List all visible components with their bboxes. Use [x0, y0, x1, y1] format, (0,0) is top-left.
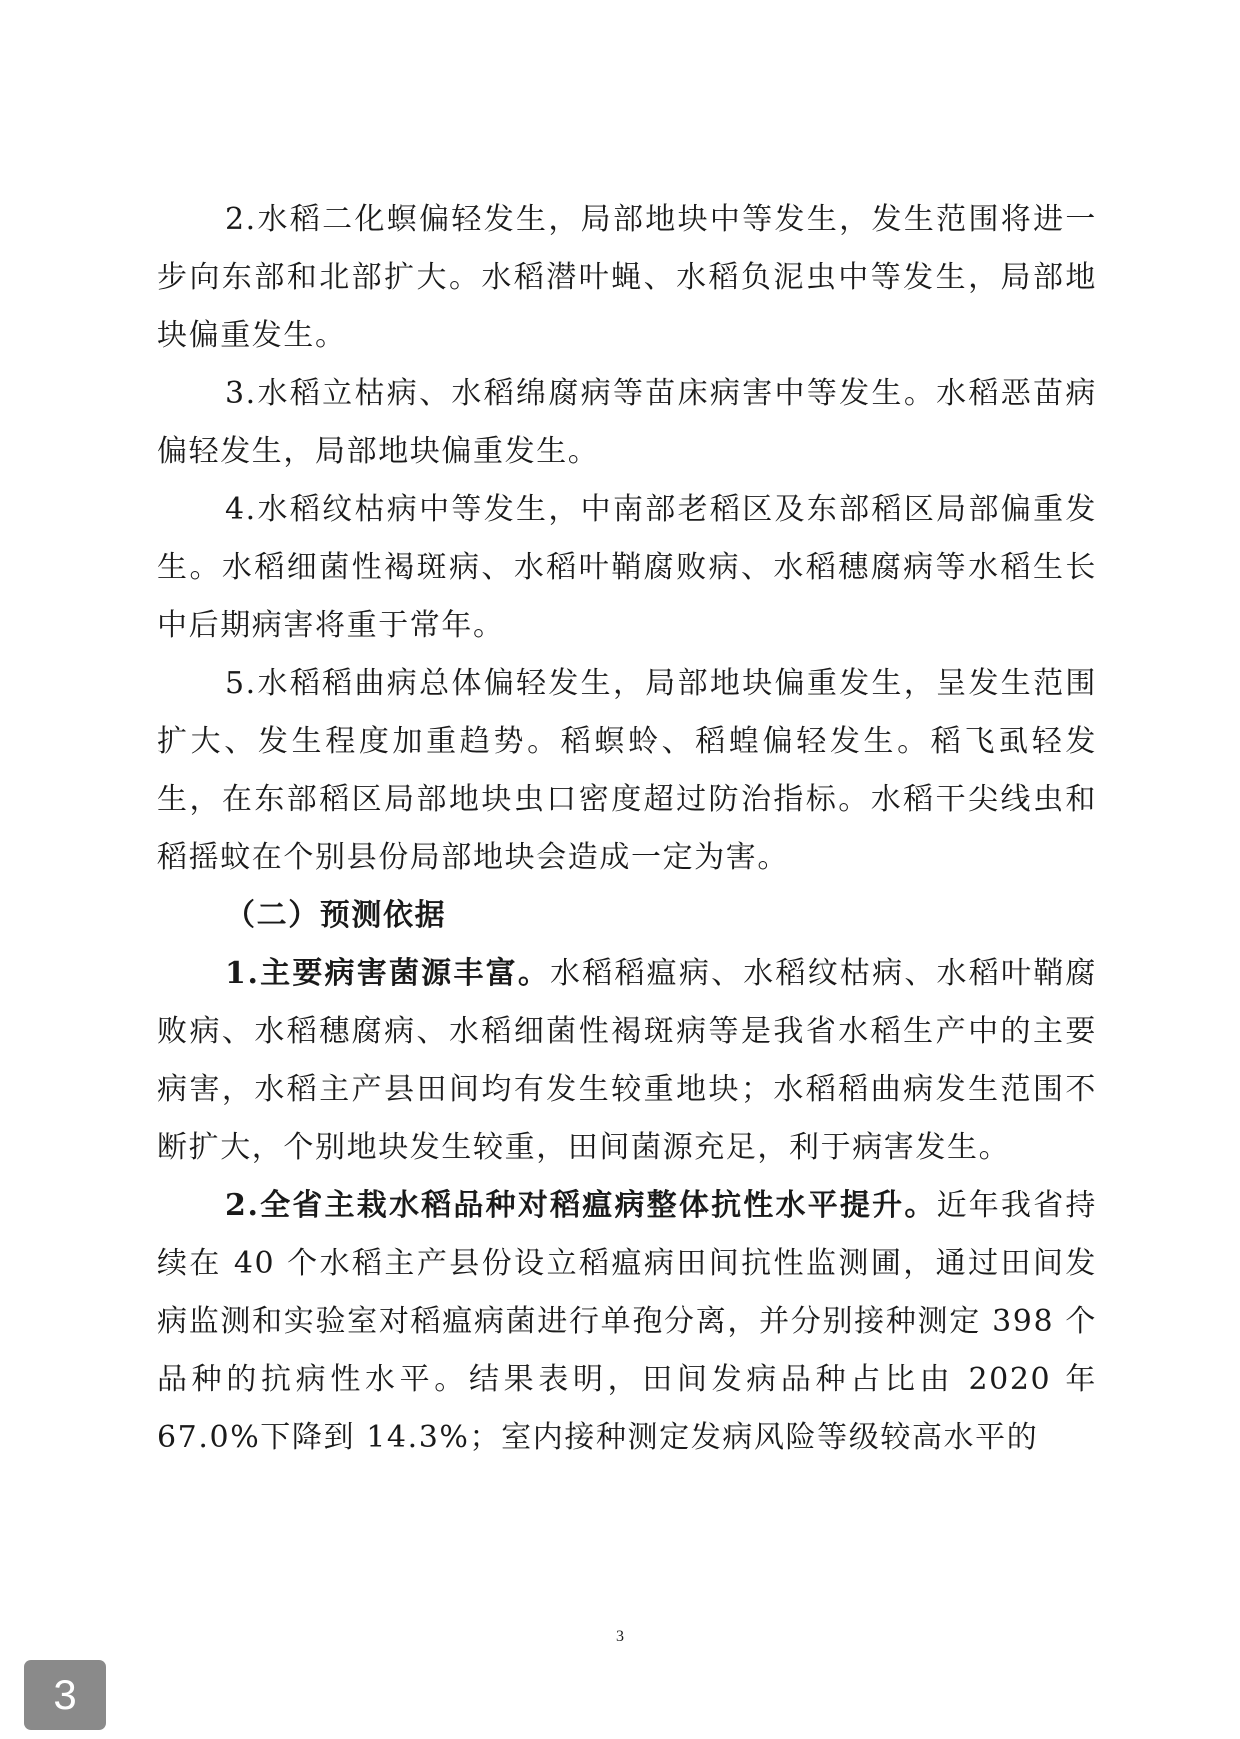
paragraph-false-smut: 5.水稻稻曲病总体偏轻发生，局部地块偏重发生，呈发生范围扩大、发生程度加重趋势。稻螟蛉、稻蝗偏轻发生。稻飞虱轻发生，在东部稻区局部地块虫口密度超过防治指标。水稻干尖线虫和稻摇蚊在个别县份局部地块会造成一定为害。 [157, 666, 1097, 875]
item-1-body: 水稻稻瘟病、水稻纹枯病、水稻叶鞘腐败病、水稻穗腐病、水稻细菌性褐斑病等是我省水稻生产中的主要病害，水稻主产县田间均有发生较重地块；水稻稻曲病发生范围不断扩大，个别地块发生较重，田间菌源充足，利于病害发生。 [157, 956, 1097, 1165]
paragraph-sheath-blight: 4.水稻纹枯病中等发生，中南部老稻区及东部稻区局部偏重发生。水稻细菌性褐斑病、水稻叶鞘腐败病、水稻穗腐病等水稻生长中后期病害将重于常年。 [157, 492, 1097, 643]
document-body [157, 191, 1097, 1467]
paragraph-rice-stem-borer: 2.水稻二化螟偏轻发生，局部地块中等发生，发生范围将进一步向东部和北部扩大。水稻潜叶蝇、水稻负泥虫中等发生，局部地块偏重发生。 [157, 202, 1097, 353]
item-1-lead: 1.主要病害菌源丰富。 [225, 956, 551, 991]
section-heading-forecast-basis: （二）预测依据 [225, 898, 447, 933]
page-indicator-badge: 3 [24, 1660, 106, 1730]
paragraph-seedbed-diseases: 3.水稻立枯病、水稻绵腐病等苗床病害中等发生。水稻恶苗病偏轻发生，局部地块偏重发生。 [157, 376, 1097, 469]
paragraph-blast-resistance [157, 1177, 1097, 1467]
item-2-body: 近年我省持续在 40 个水稻主产县份设立稻瘟病田间抗性监测圃，通过田间发病监测和实验室对稻瘟病菌进行单孢分离，并分别接种测定 398 个品种的抗病性水平。结果表明，田间发病品种占比由 2020 年 67.0%下降到 14.3%；室内接种测定发病风险等级较高水平的 [157, 1188, 1098, 1455]
paragraph-pathogen-source [157, 945, 1097, 1177]
item-2-lead: 2.全省主栽水稻品种对稻瘟病整体抗性水平提升。 [225, 1188, 937, 1223]
page-number: 3 [616, 1628, 624, 1645]
